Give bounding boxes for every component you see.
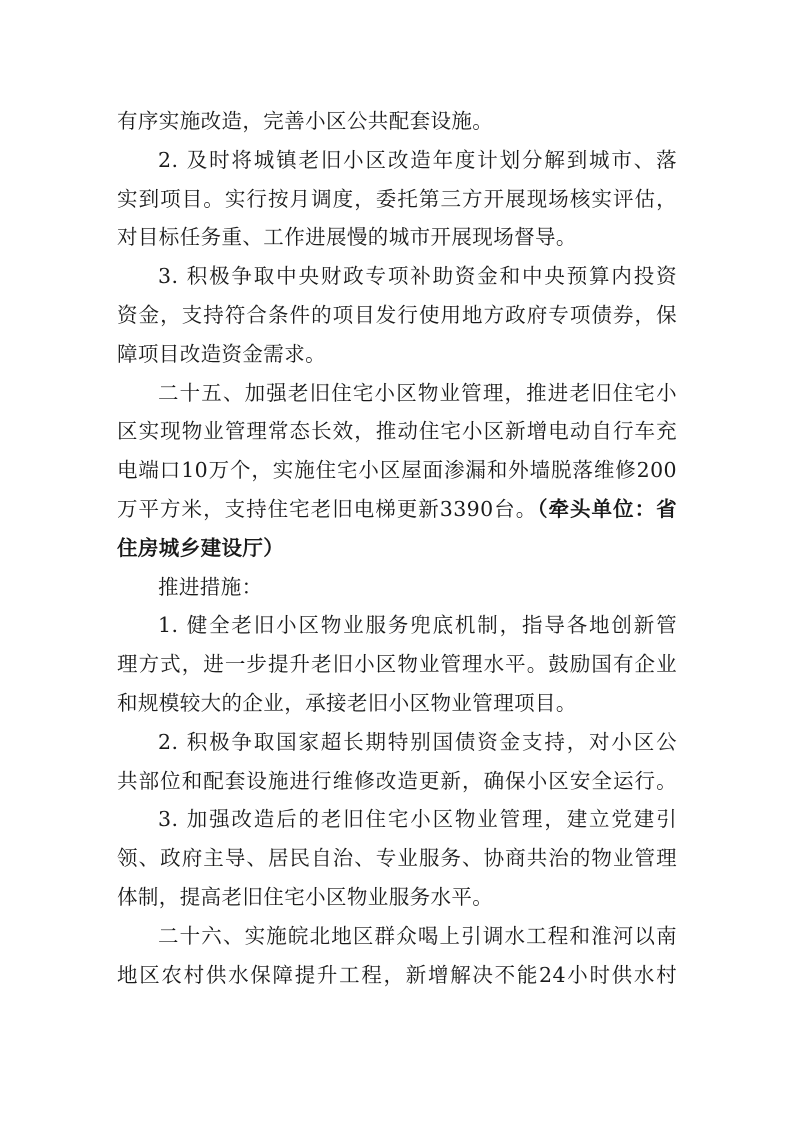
text-fragment: 万平方米，支持住宅老旧电梯更新3390台。 [117, 496, 538, 521]
text-line: 和规模较大的企业，承接老旧小区物业管理项目。 [117, 690, 577, 715]
text-line: 实到项目。实行按月调度，委托第三方开展现场核实评估， [117, 186, 677, 211]
text-line: 领、政府主导、居民自治、专业服务、协商共治的物业管理 [117, 846, 677, 871]
text-line: 区实现物业管理常态长效，推动住宅小区新增电动自行车充 [117, 419, 677, 444]
text-line: 对目标任务重、工作进展慢的城市开展现场督导。 [117, 225, 577, 250]
text-line: 资金，支持符合条件的项目发行使用地方政府专项债券，保 [117, 302, 677, 327]
text-line: 共部位和配套设施进行维修改造更新，确保小区安全运行。 [117, 768, 677, 793]
text-line: 二十五、加强老旧住宅小区物业管理，推进老旧住宅小 [158, 380, 677, 405]
text-line: 有序实施改造，完善小区公共配套设施。 [117, 109, 494, 133]
text-line: 地区农村供水保障提升工程，新增解决不能24小时供水村 [117, 962, 677, 987]
lead-unit-dept: 住房城乡建设厅） [117, 535, 285, 560]
section-heading: 推进措施： [158, 574, 263, 599]
text-line: 2. 积极争取国家超长期特别国债资金支持，对小区公 [158, 729, 677, 754]
text-line: 体制，提高老旧住宅小区物业服务水平。 [117, 884, 494, 909]
text-line: 二十六、实施皖北地区群众喝上引调水工程和淮河以南 [158, 923, 677, 948]
text-line: 2. 及时将城镇老旧小区改造年度计划分解到城市、落 [158, 147, 677, 172]
text-line [117, 490, 677, 529]
text-line: 3. 积极争取中央财政专项补助资金和中央预算内投资 [158, 264, 677, 289]
document-page [117, 102, 677, 994]
text-line: 电端口10万个，实施住宅小区屋面渗漏和外墙脱落维修200 [117, 458, 677, 483]
text-line: 1. 健全老旧小区物业服务兜底机制，指导各地创新管 [158, 613, 677, 638]
text-line: 理方式，进一步提升老旧小区物业管理水平。鼓励国有企业 [117, 652, 677, 677]
lead-unit-label: （牵头单位：省 [537, 496, 677, 521]
text-line: 3. 加强改造后的老旧住宅小区物业管理，建立党建引 [158, 807, 677, 832]
text-line: 障项目改造资金需求。 [117, 341, 326, 366]
